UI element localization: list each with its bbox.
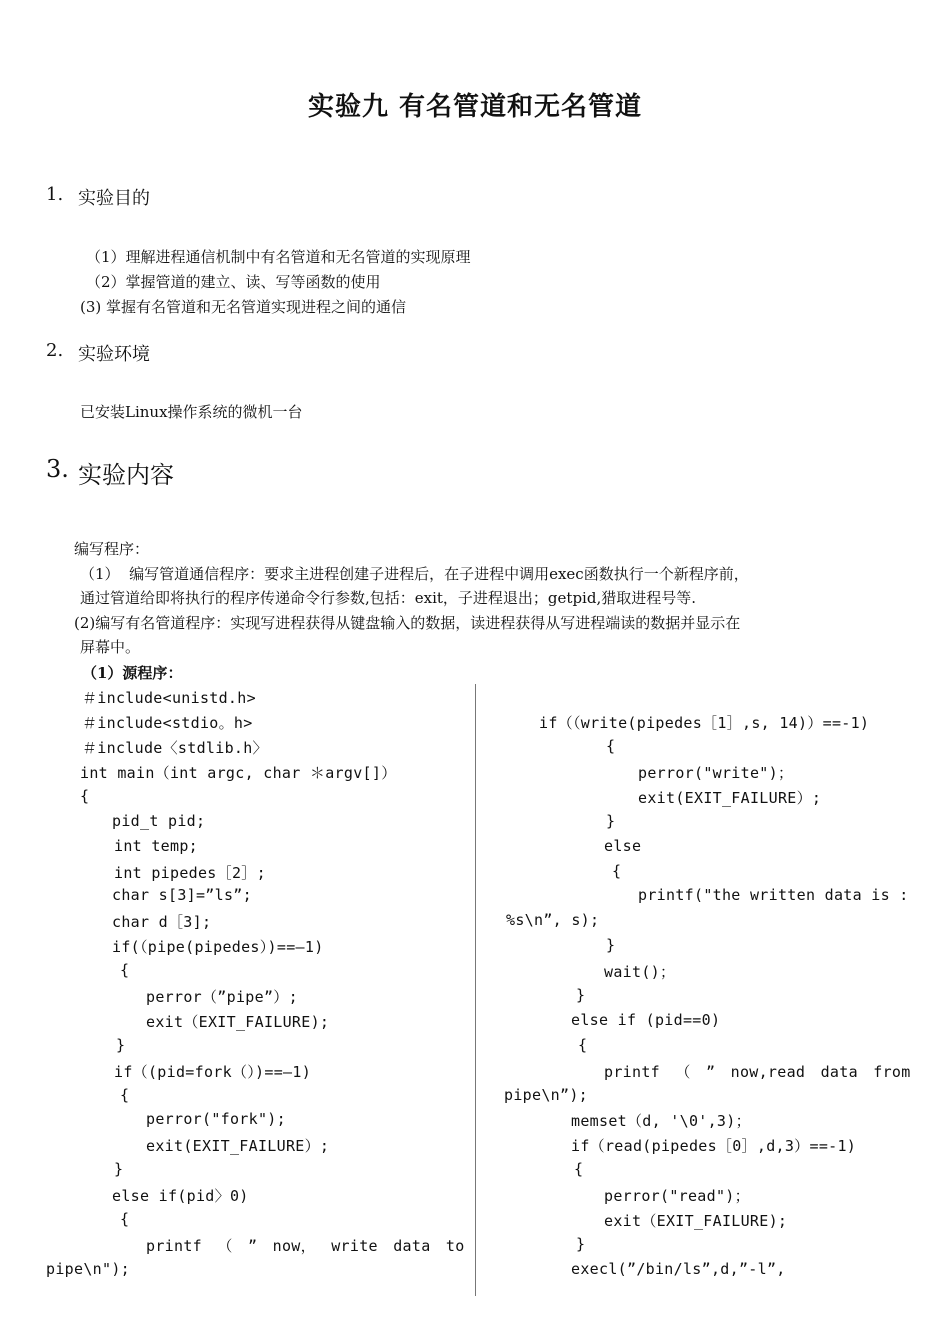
task-1-line-1: （1） 编写管道通信程序：要求主进程创建子进程后，在子进程中调用exec函数执行一个新程序前， [80, 565, 749, 583]
section-3-heading: 实验内容 [78, 461, 174, 489]
code-line: ＃include〈stdlib.h〉 [82, 739, 268, 757]
code-line: perror("fork"); [146, 1110, 286, 1128]
code-line: printf （ ” now,read data from [604, 1063, 911, 1081]
section-3-number: 3. [46, 455, 69, 483]
objective-1: （1）理解进程通信机制中有名管道和无名管道的实现原理 [86, 248, 471, 266]
code-line: if（read(pipedes［0］,d,3）==-1) [571, 1137, 857, 1155]
code-line: } [606, 936, 616, 954]
code-line: { [120, 961, 130, 979]
task-2-line-1: (2)编写有名管道程序：实现写进程获得从键盘输入的数据，读进程获得从写进程端读的数据并显示在 [74, 614, 741, 632]
code-line: pipe\n"); [46, 1260, 130, 1278]
code-line: } [576, 986, 586, 1004]
code-line: if（（write(pipedes［1］,s, 14)）==-1) [539, 714, 870, 732]
code-line: exit(EXIT_FAILURE）; [146, 1137, 330, 1155]
code-line: else if(pid〉0) [112, 1187, 249, 1205]
code-line: if(（pipe(pipedes）)==—1) [112, 938, 324, 956]
code-line: int temp; [114, 837, 198, 855]
code-line: printf("the written data is : [638, 886, 909, 904]
code-line: printf （ ” now， write data to [146, 1237, 465, 1255]
section-2-number: 2. [46, 340, 64, 361]
code-line: } [114, 1160, 124, 1178]
section-2-heading: 实验环境 [78, 344, 150, 365]
code-line: } [116, 1036, 126, 1054]
objective-2: （2）掌握管道的建立、读、写等函数的使用 [86, 273, 381, 291]
code-line: { [120, 1210, 130, 1228]
code-line: int main（int argc, char ＊argv[]） [80, 764, 397, 782]
code-line: perror（”pipe”）; [146, 988, 298, 1006]
code-line: int pipedes［2］; [114, 864, 266, 882]
environment-text: 已安装Linux操作系统的微机一台 [80, 403, 303, 421]
code-line: memset（d, '\0',3)； [571, 1112, 751, 1130]
column-divider [475, 684, 476, 1296]
code-line: { [612, 862, 622, 880]
code-line: { [606, 737, 616, 755]
code-line: wait()； [604, 963, 676, 981]
code-line: exit（EXIT_FAILURE); [146, 1013, 330, 1031]
code-line: perror("read")； [604, 1187, 750, 1205]
code-line: { [120, 1086, 130, 1104]
code-line: pipe\n”); [504, 1086, 588, 1104]
code-line: ＃include<unistd.h> [82, 689, 256, 707]
code-line: else if (pid==0) [571, 1011, 721, 1029]
code-line: else [604, 837, 642, 855]
task-2-line-2: 屏幕中。 [80, 638, 141, 656]
code-line: %s\n”, s); [506, 911, 600, 929]
section-1-number: 1. [46, 184, 64, 205]
code-line: exit(EXIT_FAILURE）; [638, 789, 822, 807]
code-line: execl(”/bin/ls”,d,”-l”, [571, 1260, 786, 1278]
code-line: char s[3]=”ls”; [112, 886, 252, 904]
code-line: exit（EXIT_FAILURE); [604, 1212, 788, 1230]
code-line: pid_t pid; [112, 812, 206, 830]
section-1-heading: 实验目的 [78, 188, 150, 209]
content-intro: 编写程序： [74, 540, 150, 558]
code-line: if（(pid=fork（）)==—1) [114, 1063, 312, 1081]
code-line: { [578, 1036, 588, 1054]
code-line: } [606, 812, 616, 830]
code-line: { [80, 787, 90, 805]
code-line: } [576, 1235, 586, 1253]
code-line: char d［3]; [112, 913, 212, 931]
code-line: perror("write")； [638, 764, 794, 782]
code-line: { [574, 1160, 584, 1178]
code-line: ＃include<stdio。h> [82, 714, 253, 732]
objective-3: (3) 掌握有名管道和无名管道实现进程之间的通信 [80, 298, 407, 316]
source-label: （1）源程序： [82, 664, 183, 682]
task-1-line-2: 通过管道给即将执行的程序传递命令行参数,包括：exit，子进程退出；getpid,猎取进程号等. [80, 589, 696, 607]
page-title: 实验九 有名管道和无名管道 [307, 92, 643, 122]
